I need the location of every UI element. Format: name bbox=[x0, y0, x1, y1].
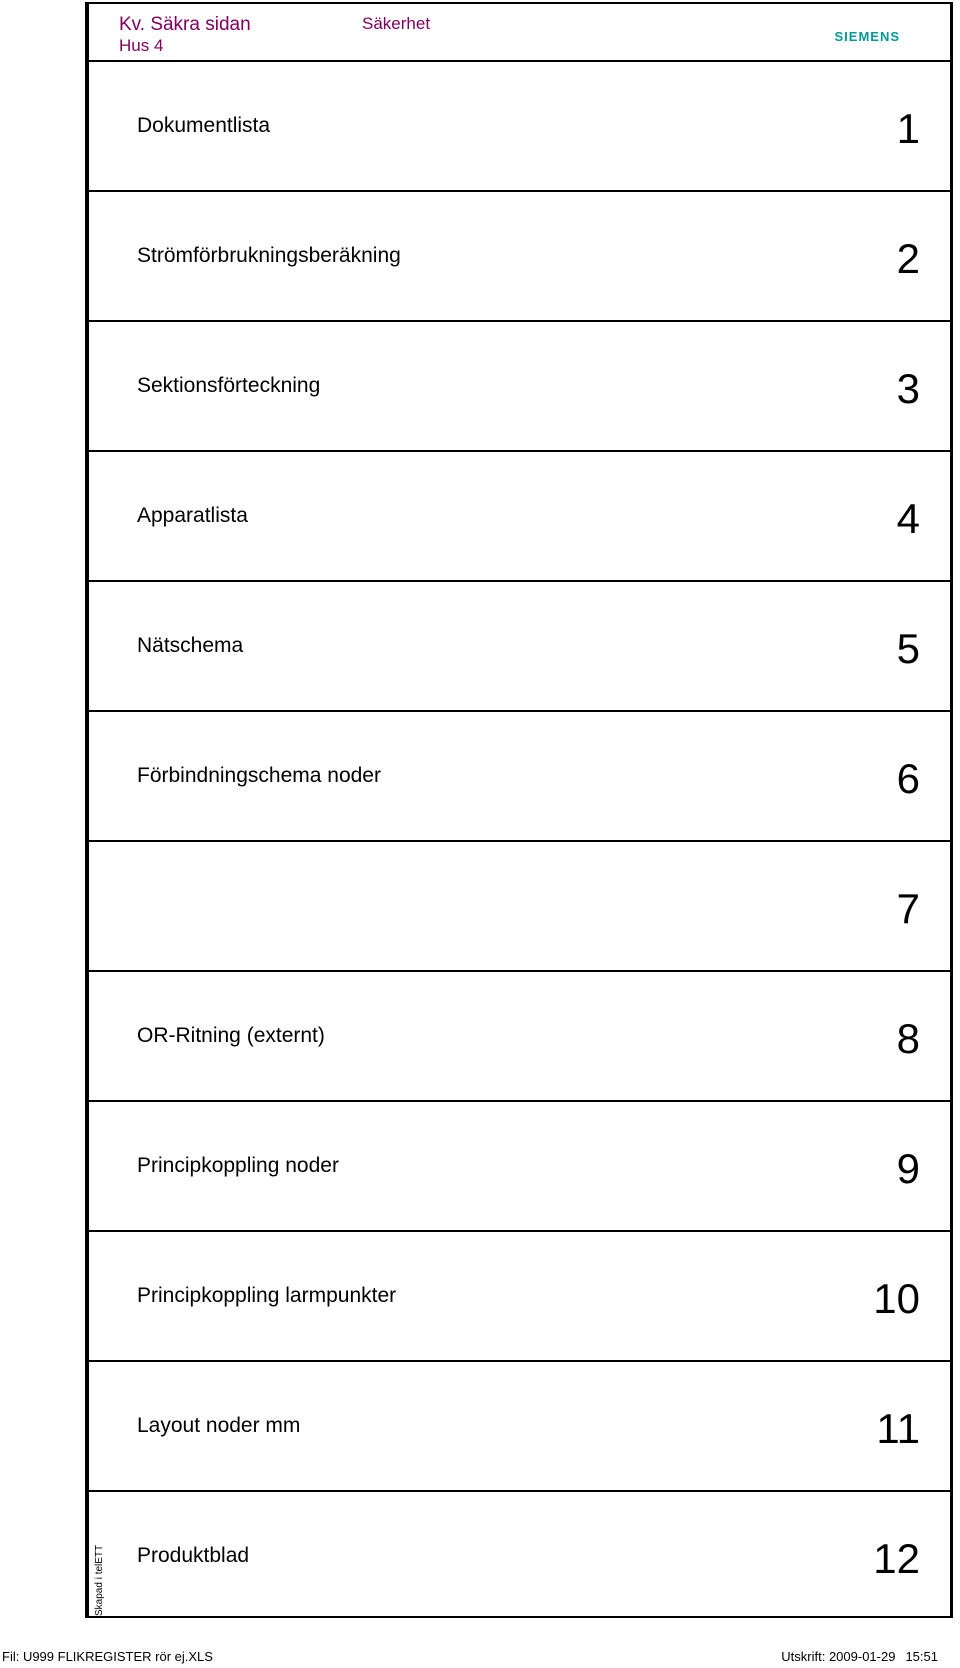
register-label: Produktblad bbox=[137, 1544, 250, 1567]
register-number: 3 bbox=[896, 365, 920, 412]
footer-printout bbox=[781, 1650, 938, 1664]
register-number: 2 bbox=[896, 235, 920, 282]
register-label: Förbindningschema noder bbox=[137, 764, 381, 787]
register-label: Principkoppling larmpunkter bbox=[137, 1284, 397, 1307]
register-label: Apparatlista bbox=[137, 504, 248, 527]
register-number: 7 bbox=[896, 885, 920, 932]
printout-date: Utskrift: 2009-01-29 bbox=[781, 1649, 896, 1664]
category-title: Säkerhet bbox=[362, 14, 431, 33]
register-row bbox=[89, 1362, 950, 1492]
register-row bbox=[89, 322, 950, 452]
register-row bbox=[89, 1232, 950, 1362]
siemens-logo: SIEMENS bbox=[834, 29, 900, 44]
register-label: Nätschema bbox=[137, 634, 244, 657]
register-label: Principkoppling noder bbox=[137, 1154, 339, 1177]
footer-file-name: Fil: U999 FLIKREGISTER rör ej.XLS bbox=[2, 1649, 213, 1664]
register-number: 11 bbox=[876, 1405, 920, 1452]
register-number: 10 bbox=[873, 1275, 920, 1322]
tab-register-list bbox=[89, 62, 950, 1616]
document-frame bbox=[85, 2, 953, 1618]
register-number: 5 bbox=[896, 625, 920, 672]
register-row bbox=[89, 842, 950, 972]
created-in-note: Skapad i telETT bbox=[94, 1544, 105, 1616]
register-row bbox=[89, 1102, 950, 1232]
header bbox=[89, 4, 950, 62]
register-row bbox=[89, 452, 950, 582]
project-name: Kv. Säkra sidan bbox=[119, 14, 251, 35]
register-row bbox=[89, 712, 950, 842]
register-row bbox=[89, 192, 950, 322]
register-row bbox=[89, 62, 950, 192]
register-number: 8 bbox=[896, 1015, 920, 1062]
register-number: 4 bbox=[896, 495, 920, 542]
register-label: Strömförbrukningsberäkning bbox=[137, 244, 401, 267]
register-number: 12 bbox=[873, 1535, 920, 1582]
register-number: 9 bbox=[896, 1145, 920, 1192]
register-label: Sektionsförteckning bbox=[137, 374, 321, 397]
building-name: Hus 4 bbox=[119, 36, 164, 55]
register-row bbox=[89, 1492, 950, 1620]
register-label: Dokumentlista bbox=[137, 114, 271, 137]
register-row bbox=[89, 582, 950, 712]
printout-time: 15:51 bbox=[905, 1649, 938, 1664]
register-number: 1 bbox=[896, 105, 920, 152]
register-label: OR-Ritning (externt) bbox=[137, 1024, 325, 1047]
register-number: 6 bbox=[896, 755, 920, 802]
register-label: Layout noder mm bbox=[137, 1414, 301, 1437]
register-row bbox=[89, 972, 950, 1102]
